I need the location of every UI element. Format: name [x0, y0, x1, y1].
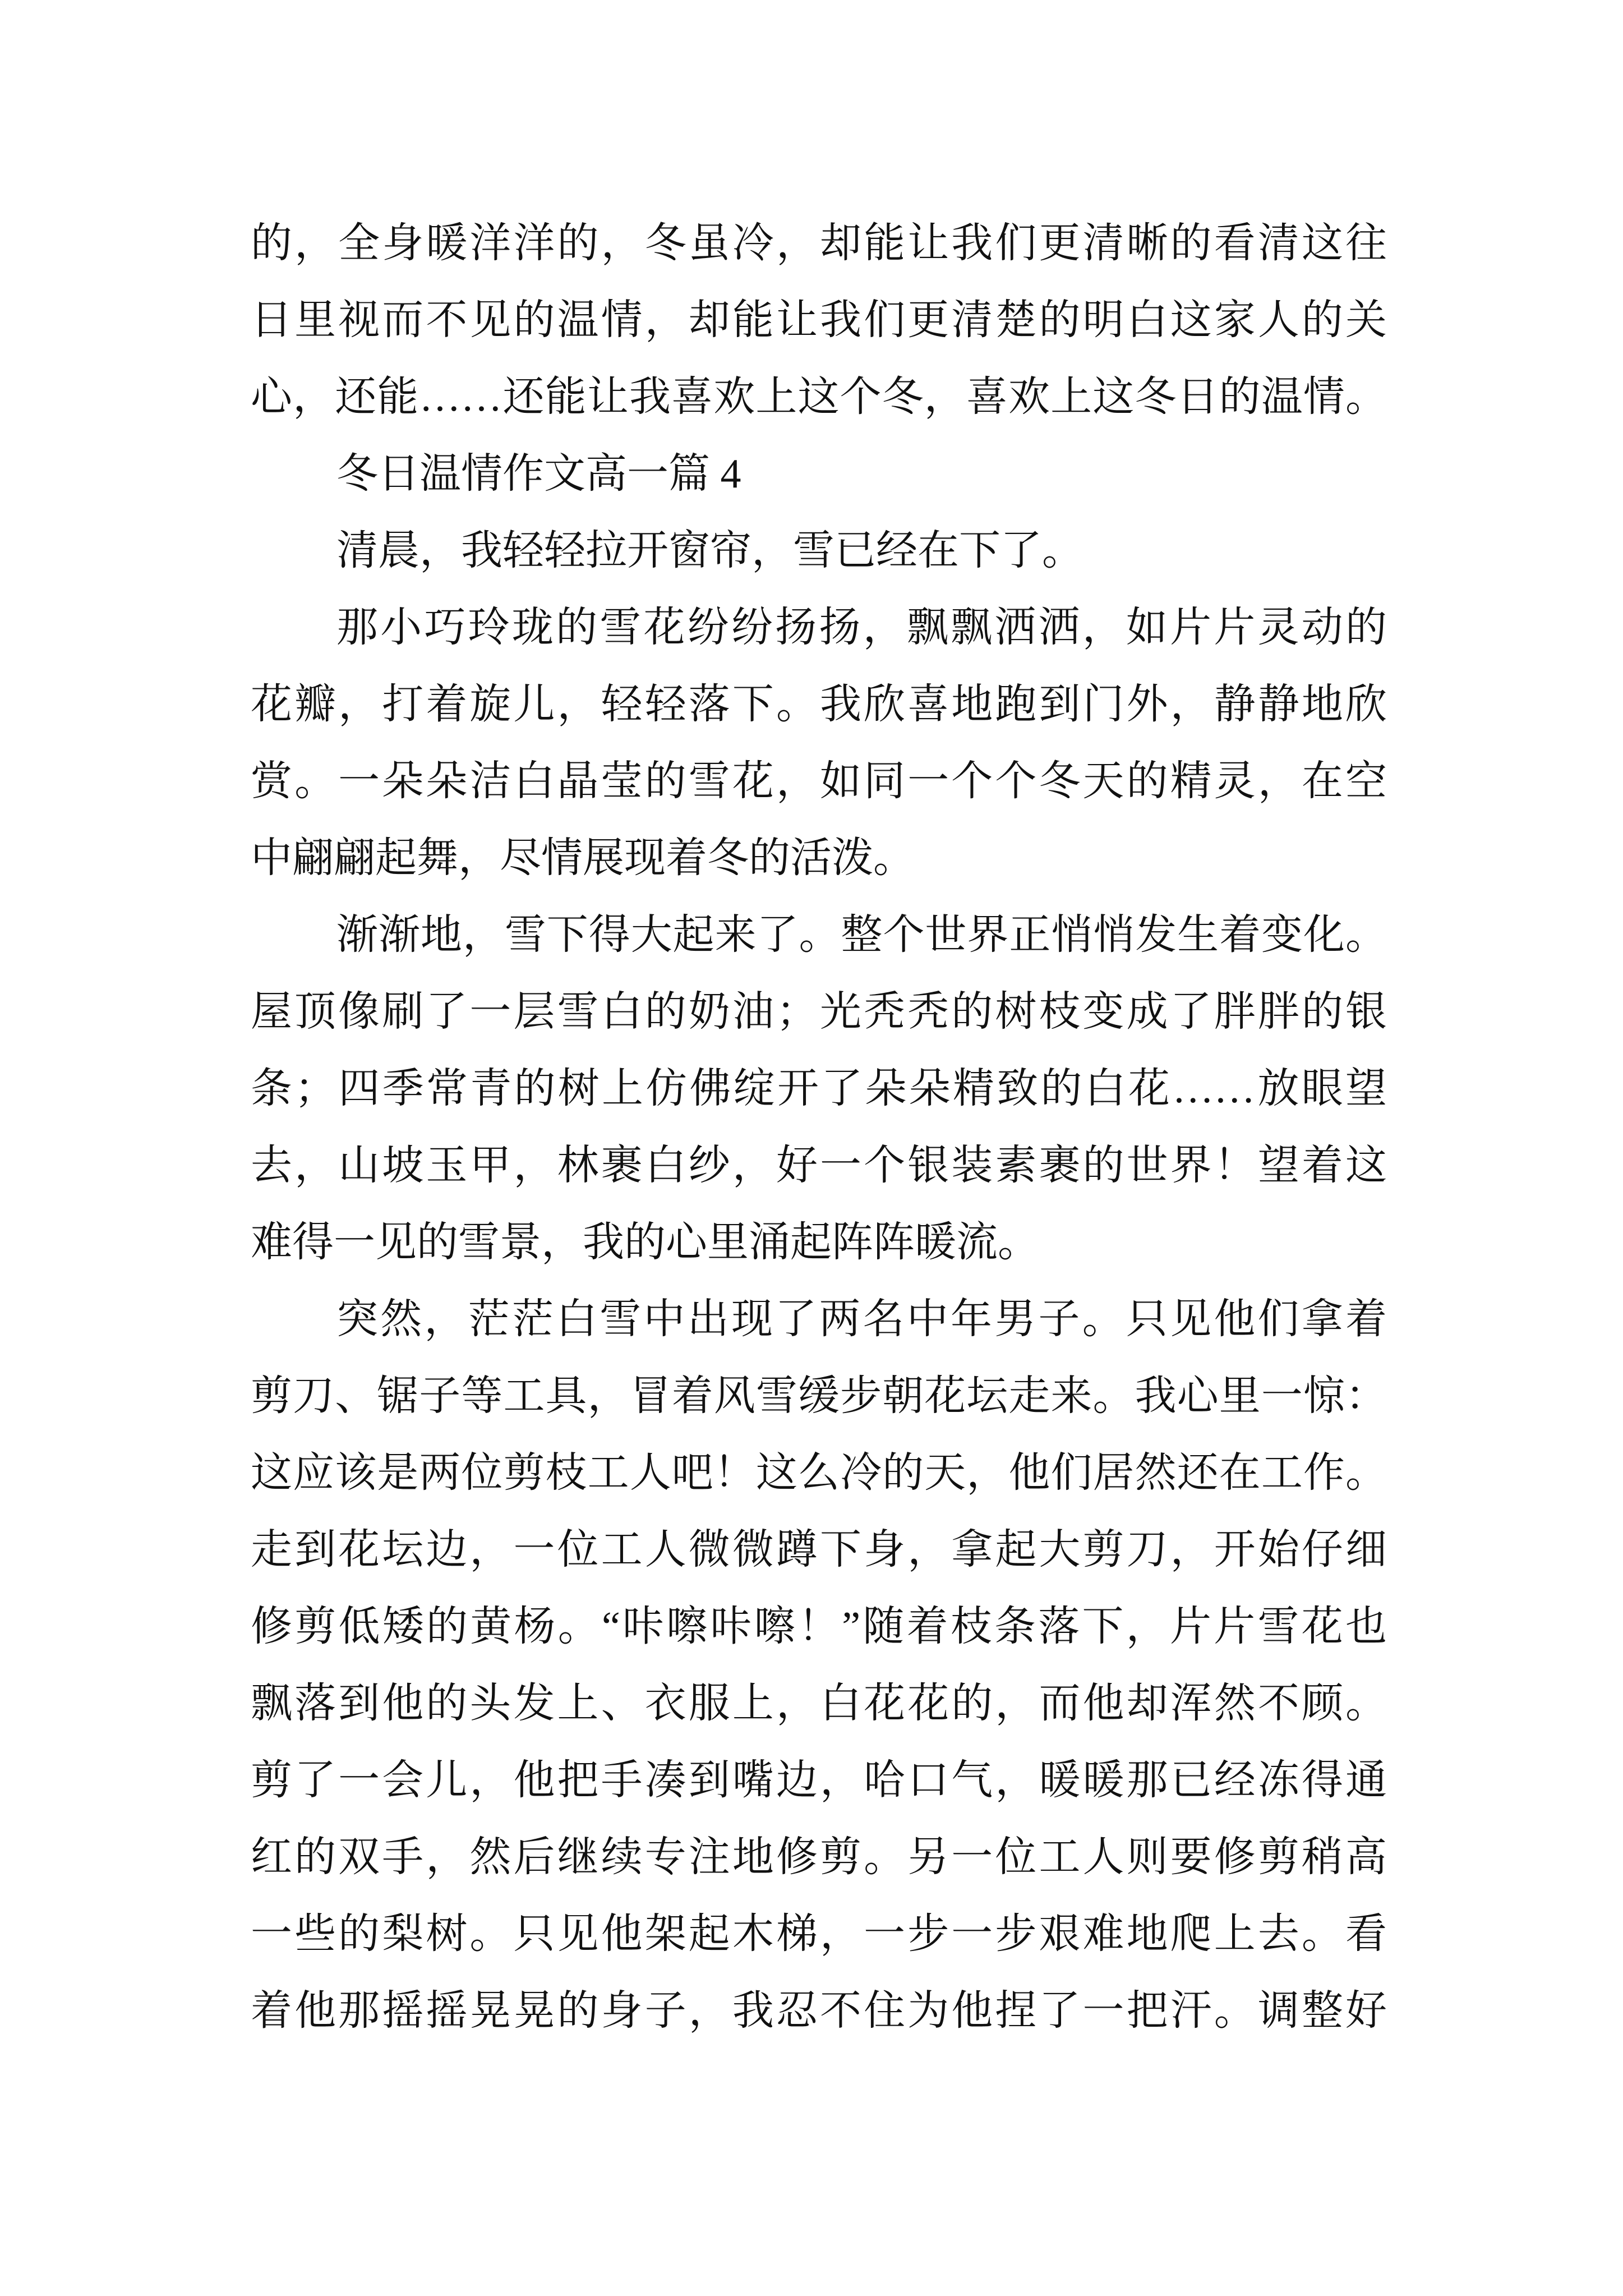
text-line: 修剪低矮的黄杨。“咔嚓咔嚓！”随着枝条落下，片片雪花也 [251, 1604, 1387, 1650]
text-line: 红的双手，然后继续专注地修剪。另一位工人则要修剪稍高 [251, 1834, 1387, 1880]
text-line: 心，还能……还能让我喜欢上这个冬，喜欢上这冬日的温情。 [251, 374, 1387, 420]
text-line: 去，山坡玉甲，林裹白纱，好一个银装素裹的世界！望着这 [251, 1143, 1387, 1189]
text-line: 突然，茫茫白雪中出现了两名中年男子。只见他们拿着 [336, 1296, 1387, 1342]
text-line: 屋顶像刷了一层雪白的奶油；光秃秃的树枝变成了胖胖的银 [251, 989, 1387, 1035]
text-line: 中翩翩起舞，尽情展现着冬的活泼。 [251, 835, 915, 881]
paragraph [251, 590, 1387, 897]
text-line: 的，全身暖洋洋的，冬虽冷，却能让我们更清晰的看清这往 [251, 220, 1387, 266]
paragraph-continuation [251, 205, 1387, 436]
paragraph [251, 1281, 1387, 2050]
text-line: 花瓣，打着旋儿，轻轻落下。我欣喜地跑到门外，静静地欣 [251, 682, 1387, 728]
text-line: 这应该是两位剪枝工人吧！这么冷的天，他们居然还在工作。 [251, 1450, 1387, 1496]
text-line: 飘落到他的头发上、衣服上，白花花的，而他却浑然不顾。 [251, 1681, 1387, 1727]
text-line: 渐渐地，雪下得大起来了。整个世界正悄悄发生着变化。 [336, 912, 1387, 958]
text-line: 条；四季常青的树上仿佛绽开了朵朵精致的白花……放眼望 [251, 1066, 1387, 1112]
text-line: 赏。一朵朵洁白晶莹的雪花，如同一个个冬天的精灵，在空 [251, 758, 1387, 804]
text-line: 剪了一会儿，他把手凑到嘴边，哈口气，暖暖那已经冻得通 [251, 1757, 1387, 1803]
text-line: 那小巧玲珑的雪花纷纷扬扬，飘飘洒洒，如片片灵动的 [336, 605, 1387, 651]
paragraph [251, 513, 1387, 590]
text-line: 剪刀、锯子等工具，冒着风雪缓步朝花坛走来。我心里一惊： [251, 1373, 1387, 1419]
section-heading [251, 436, 1387, 513]
text-line: 难得一见的雪景，我的心里涌起阵阵暖流。 [251, 1220, 1039, 1266]
text-line: 一些的梨树。只见他架起木梯，一步一步艰难地爬上去。看 [251, 1911, 1387, 1957]
text-line: 清晨，我轻轻拉开窗帘，雪已经在下了。 [336, 528, 1083, 574]
text-line: 走到花坛边，一位工人微微蹲下身，拿起大剪刀，开始仔细 [251, 1527, 1387, 1573]
document-body [251, 205, 1387, 2050]
text-line: 着他那摇摇晃晃的身子，我忍不住为他捏了一把汗。调整好 [251, 1988, 1387, 2034]
text-line: 日里视而不见的温情，却能让我们更清楚的明白这家人的关 [251, 297, 1387, 343]
paragraph [251, 897, 1387, 1281]
section-heading-text: 冬日温情作文高一篇 4 [336, 451, 741, 497]
